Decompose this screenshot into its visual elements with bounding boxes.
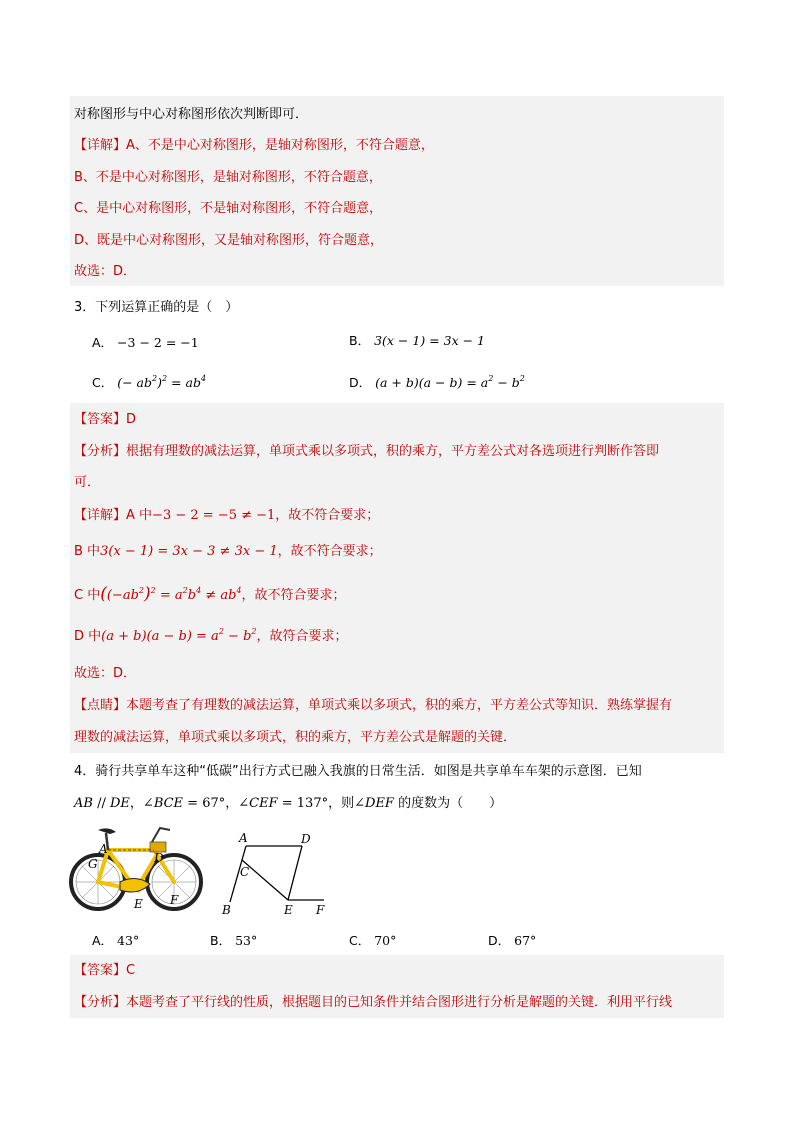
q4-option-c: C． 70°	[349, 933, 397, 948]
fig-label-b: B	[222, 903, 231, 917]
q3-option-d: D． $(a + b)(a - b) = a^2 - b^2$	[349, 374, 525, 390]
segment-de	[288, 846, 302, 900]
handlebar	[152, 828, 170, 842]
fig-label-d: D	[301, 832, 311, 846]
sol3-detail-a: 【详解】A 中−3 − 2 = −5 ≠ −1，故不符合要求；	[74, 508, 380, 523]
sol3-analysis-2: 可．	[74, 475, 101, 490]
q4-option-a: A． 43°	[92, 933, 140, 948]
sol4-analysis-1: 【分析】本题考查了平行线的性质，根据题目的已知条件并结合图形进行分析是解题的关键．利用平行线	[74, 995, 673, 1010]
sol4-answer: 【答案】C	[74, 963, 136, 978]
q3-option-b: B． 3(x − 1) = 3x − 1	[349, 333, 485, 348]
bike-label-g: G	[88, 857, 98, 871]
q4-option-d: D． 67°	[488, 933, 537, 948]
sol3-analysis-1: 【分析】根据有理数的减法运算，单项式乘以多项式，积的乘方，平方差公式对各选项进行判断作答即	[74, 444, 660, 459]
question-4-stem-2: AB // DE，∠BCE = 67°，∠CEF = 137°，则∠DEF 的度数为（ ）	[74, 796, 503, 811]
sol2-line-6: 故选：D．	[74, 264, 137, 279]
sol2-line-4: C、是中心对称图形，不是轴对称图形，不符合题意，	[74, 201, 383, 216]
sol3-comment-1: 【点睛】本题考查了有理数的减法运算，单项式乘以多项式，积的乘方，平方差公式等知识．熟练掌握有	[74, 698, 673, 713]
sol2-line-2: 【详解】A、不是中心对称图形，是轴对称图形，不符合题意，	[74, 138, 434, 153]
sol2-line-3: B、不是中心对称图形，是轴对称图形，不符合题意，	[74, 170, 382, 185]
q4-option-b: B． 53°	[210, 933, 258, 948]
bike-label-a: A	[99, 842, 108, 856]
question-3-stem: 3．下列运算正确的是（ ）	[74, 300, 239, 315]
fig-label-e: E	[284, 903, 293, 917]
sol3-detail-d: D 中$(a + b)(a - b) = a^2 - b^2$，故符合要求；	[74, 627, 348, 644]
fig-label-c: C	[240, 865, 250, 879]
sol3-choose: 故选：D．	[74, 666, 137, 681]
sol2-line-5: D、既是中心对称图形，又是轴对称图形，符合题意，	[74, 233, 384, 248]
fig-label-f: F	[316, 903, 325, 917]
question-4-stem-1: 4．骑行共享单车这种“低碳”出行方式已融入我旗的日常生活．如图是共享单车车架的示意图．已知	[74, 764, 642, 779]
sol2-line-1: 对称图形与中心对称图形依次判断即可．	[74, 107, 309, 122]
detail-tag: 【详解】	[74, 138, 127, 153]
sol3-detail-b: B 中3(x − 1) = 3x − 3 ≠ 3x − 1，故不符合要求；	[74, 544, 382, 559]
fig-label-a: A	[239, 831, 248, 845]
bike-label-f: F	[170, 893, 179, 907]
frame-geometry-figure	[214, 826, 340, 920]
sol3-answer: 【答案】D	[74, 412, 137, 427]
q3-option-c: C． (− $ab^2)^2 = ab^4$	[92, 374, 207, 390]
sol3-detail-c: C 中($(-ab^2)^2 = a^2b^4 \ne ab^4$，故不符合要求；	[74, 584, 346, 604]
solution-block-q2	[70, 96, 724, 286]
bicycle-illustration	[68, 820, 206, 916]
sol3-comment-2: 理数的减法运算，单项式乘以多项式，积的乘方，平方差公式是解题的关键．	[74, 730, 517, 745]
q3-option-a: A． −3 − 2 = −1	[92, 335, 199, 350]
bike-label-d: D	[154, 851, 164, 865]
bike-label-e: E	[134, 897, 143, 911]
